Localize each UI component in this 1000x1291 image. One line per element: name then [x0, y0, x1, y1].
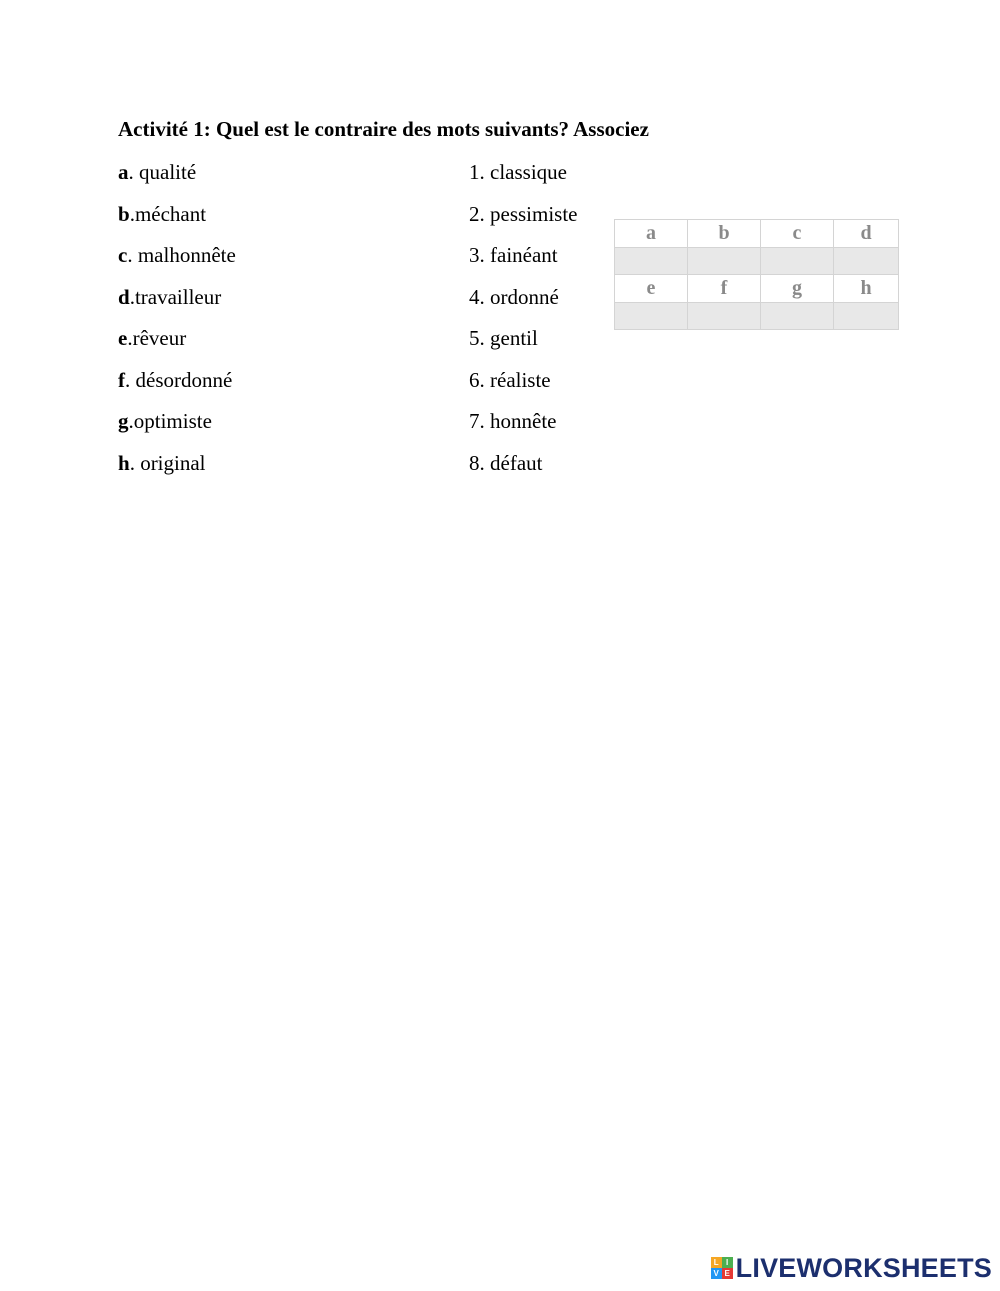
- logo-letter-i: I: [722, 1257, 733, 1268]
- answer-header-e: e: [615, 275, 688, 303]
- item-letter: e: [118, 326, 128, 350]
- item-word: . original: [129, 450, 206, 475]
- left-item-a: [118, 158, 236, 200]
- answer-box-g[interactable]: [761, 303, 834, 330]
- answer-box-c[interactable]: [761, 248, 834, 275]
- right-item-3: 3. fainéant: [469, 243, 558, 267]
- logo-letter-l: L: [711, 1257, 722, 1268]
- item-letter: f: [118, 367, 125, 392]
- answer-box-e[interactable]: [615, 303, 688, 330]
- answer-box-f[interactable]: [688, 303, 761, 330]
- item-word: . désordonné: [125, 367, 233, 392]
- answer-box-d[interactable]: [834, 248, 899, 275]
- item-word: .optimiste: [128, 409, 212, 433]
- left-item-f: [118, 366, 236, 408]
- answer-header-c: c: [761, 220, 834, 248]
- left-item-h: [118, 449, 236, 491]
- left-item-b: [118, 200, 236, 242]
- right-item-5: 5. gentil: [469, 326, 538, 350]
- right-item-4: 4. ordonné: [469, 284, 559, 309]
- item-letter: g: [118, 409, 129, 433]
- left-item-c: [118, 241, 236, 283]
- item-word: .méchant: [129, 201, 207, 226]
- answer-input-row: [615, 248, 899, 275]
- item-letter: d: [118, 284, 130, 309]
- answer-grid: [614, 219, 899, 330]
- activity-title: Activité 1: Quel est le contraire des mots suivants? Associez: [118, 117, 649, 141]
- item-word: .travailleur: [129, 284, 222, 309]
- item-letter: a: [118, 160, 129, 184]
- answer-header-g: g: [761, 275, 834, 303]
- answer-header-row: [615, 275, 899, 303]
- item-word: .rêveur: [127, 326, 187, 350]
- right-word-list: [469, 158, 578, 490]
- left-word-list: [118, 158, 236, 490]
- logo-letter-e: E: [722, 1268, 733, 1279]
- answer-box-b[interactable]: [688, 248, 761, 275]
- item-word: . malhonnête: [127, 243, 236, 267]
- answer-input-row: [615, 303, 899, 330]
- answer-header-h: h: [834, 275, 899, 303]
- answer-box-a[interactable]: [615, 248, 688, 275]
- liveworksheets-logo-icon: [711, 1257, 733, 1279]
- answer-header-row: [615, 220, 899, 248]
- item-letter: h: [118, 450, 130, 475]
- left-item-e: [118, 324, 236, 366]
- right-item-1: 1. classique: [469, 160, 567, 184]
- brand-name: LIVEWORKSHEETS: [735, 1252, 992, 1283]
- answer-header-d: d: [834, 220, 899, 248]
- item-letter: c: [118, 243, 128, 267]
- item-letter: b: [118, 201, 130, 226]
- left-item-d: [118, 283, 236, 325]
- right-item-2: 2. pessimiste: [469, 201, 578, 226]
- answer-header-a: a: [615, 220, 688, 248]
- right-item-6: 6. réaliste: [469, 367, 551, 392]
- logo-letter-v: V: [711, 1268, 722, 1279]
- right-item-7: 7. honnête: [469, 409, 557, 433]
- answer-header-b: b: [688, 220, 761, 248]
- answer-header-f: f: [688, 275, 761, 303]
- left-item-g: [118, 407, 236, 449]
- answer-box-h[interactable]: [834, 303, 899, 330]
- liveworksheets-brand: [711, 1253, 992, 1283]
- right-item-8: 8. défaut: [469, 450, 543, 475]
- item-word: . qualité: [128, 160, 197, 184]
